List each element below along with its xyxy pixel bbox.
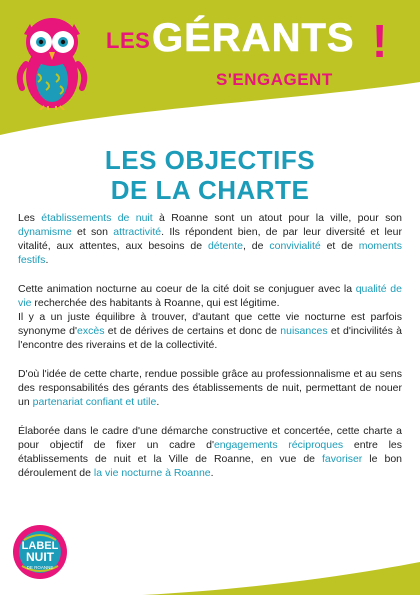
highlight: convivialité bbox=[269, 240, 321, 252]
text: et de bbox=[320, 240, 359, 252]
highlight: établissements de nuit bbox=[41, 212, 153, 224]
text: D'où l'idée de cette charte, rendue possible grâce au professionnalisme et au sens des responsabilités des gérants des établissements de nuit, permettant de nouer un bbox=[18, 368, 402, 408]
highlight: engagements réciproques bbox=[213, 439, 344, 451]
logo-line-1: LABEL bbox=[21, 540, 59, 552]
text: entre les établissements de nuit et la Ville de Roanne, en vue de bbox=[18, 439, 402, 465]
spacer bbox=[18, 267, 402, 282]
brand-exclamation: ! bbox=[372, 15, 388, 67]
text: Cette animation nocturne au coeur de la cité doit se conjuguer avec la bbox=[18, 283, 356, 295]
paragraph-1 bbox=[18, 211, 402, 267]
text: le bon déroulement de bbox=[18, 453, 402, 479]
paragraph-2 bbox=[18, 282, 402, 310]
spacer bbox=[18, 409, 402, 424]
text: . bbox=[156, 396, 160, 408]
title-line-1: LES OBJECTIFS bbox=[104, 145, 316, 175]
text: . bbox=[210, 467, 214, 479]
highlight: partenariat confiant et utile bbox=[32, 396, 157, 408]
paragraph-3 bbox=[18, 310, 402, 352]
text: . Ils répondent bien, de par leur diversité et leur vitalité, aux attentes, aux besoins de bbox=[18, 226, 402, 252]
highlight: qualité de vie bbox=[18, 283, 402, 309]
highlight: la vie nocturne à Roanne bbox=[93, 467, 211, 479]
owl-mascot-icon bbox=[16, 12, 88, 110]
highlight: favoriser bbox=[322, 453, 363, 465]
paragraph-4 bbox=[18, 367, 402, 409]
text: recherchée des habitants à Roanne, qui est légitime. bbox=[31, 297, 280, 309]
paragraph-5 bbox=[18, 424, 402, 480]
brand-les: LES bbox=[106, 28, 151, 53]
text: et son bbox=[71, 226, 114, 238]
brand-header bbox=[96, 15, 406, 100]
text: et d'incivilités à l'encontre des riverains et de la collectivité. bbox=[18, 325, 402, 351]
logo-line-2: NUIT bbox=[26, 550, 54, 564]
text: Il y a un juste équilibre à trouver, d'autant que cette vie nocturne est parfois synonyme d' bbox=[18, 311, 402, 337]
page-title bbox=[0, 145, 420, 205]
title-line-2: DE LA CHARTE bbox=[110, 175, 310, 205]
highlight: moments festifs bbox=[18, 240, 402, 266]
spacer bbox=[18, 352, 402, 367]
body-text bbox=[18, 211, 402, 480]
label-nuit-logo bbox=[12, 524, 68, 580]
text: à Roanne sont un atout pour la ville, pour son bbox=[152, 212, 402, 224]
text: . bbox=[45, 254, 49, 266]
logo-line-3: DE ROANNE bbox=[26, 565, 54, 570]
text: Élaborée dans le cadre d'une démarche constructive et concertée, cette charte a pour objectif de fixer un cadre d' bbox=[18, 425, 402, 451]
highlight: nuisances bbox=[280, 325, 328, 337]
highlight: dynamisme bbox=[18, 226, 72, 238]
highlight: attractivité bbox=[113, 226, 162, 238]
highlight: excès bbox=[77, 325, 105, 337]
text: Les bbox=[18, 212, 42, 224]
highlight: détente bbox=[207, 240, 243, 252]
brand-subtitle: S'ENGAGENT bbox=[216, 70, 333, 89]
brand-gerants: GÉRANTS bbox=[152, 16, 355, 60]
text: , de bbox=[243, 240, 270, 252]
text: et de dérives de certains et donc de bbox=[104, 325, 281, 337]
